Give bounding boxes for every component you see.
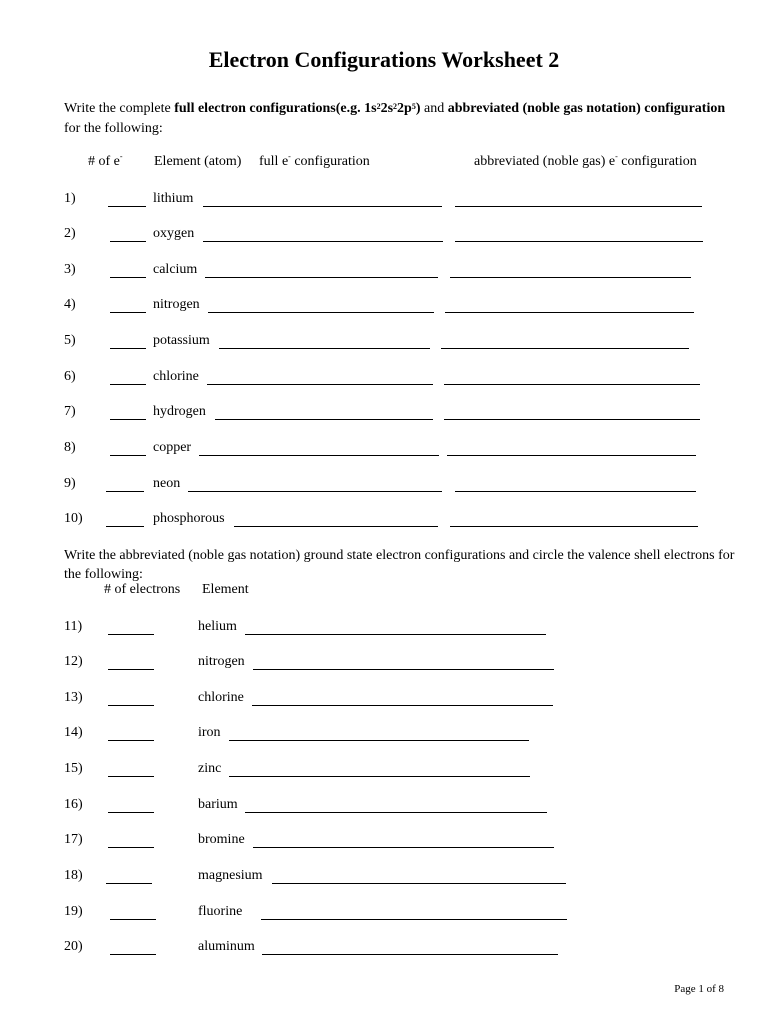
abbreviated-configuration-blank[interactable] — [229, 740, 529, 741]
abbreviated-configuration-blank[interactable] — [444, 384, 700, 385]
element-name: neon — [153, 476, 181, 491]
full-configuration-blank[interactable] — [219, 348, 430, 349]
question-number: 17) — [64, 832, 83, 847]
header-number-of-electrons-2: # of electrons — [104, 582, 181, 597]
element-name: helium — [198, 619, 237, 634]
electron-count-blank[interactable] — [110, 384, 146, 385]
electron-count-blank[interactable] — [110, 277, 146, 278]
abbreviated-configuration-blank[interactable] — [245, 812, 547, 813]
header-full-configuration: full e- configuration — [259, 152, 370, 169]
header-number-of-electrons: # of e- — [88, 152, 123, 169]
element-name: calcium — [153, 262, 198, 277]
abbreviated-configuration-blank[interactable] — [447, 455, 696, 456]
electron-count-blank[interactable] — [108, 669, 154, 670]
question-number: 5) — [64, 333, 76, 348]
abbreviated-configuration-blank[interactable] — [450, 526, 698, 527]
element-name: aluminum — [198, 939, 255, 954]
full-configuration-blank[interactable] — [199, 455, 439, 456]
electron-count-blank[interactable] — [110, 919, 156, 920]
page-number: Page 1 of 8 — [674, 983, 724, 995]
abbreviated-configuration-blank[interactable] — [272, 883, 566, 884]
question-number: 9) — [64, 476, 76, 491]
question-number: 14) — [64, 725, 83, 740]
abbreviated-configuration-blank[interactable] — [455, 491, 696, 492]
element-name: copper — [153, 440, 192, 455]
electron-count-blank[interactable] — [106, 491, 144, 492]
abbreviated-configuration-blank[interactable] — [253, 669, 554, 670]
question-number: 18) — [64, 868, 83, 883]
electron-count-blank[interactable] — [110, 455, 146, 456]
element-name: hydrogen — [153, 404, 206, 419]
question-number: 12) — [64, 654, 83, 669]
element-name: chlorine — [198, 690, 244, 705]
abbreviated-configuration-blank[interactable] — [253, 847, 554, 848]
question-number: 4) — [64, 297, 76, 312]
electron-count-blank[interactable] — [110, 348, 146, 349]
electron-count-blank[interactable] — [106, 883, 152, 884]
electron-count-blank[interactable] — [108, 634, 154, 635]
question-number: 13) — [64, 690, 83, 705]
element-name: nitrogen — [153, 297, 200, 312]
question-number: 7) — [64, 404, 76, 419]
electron-count-blank[interactable] — [106, 526, 144, 527]
electron-count-blank[interactable] — [108, 740, 154, 741]
question-number: 20) — [64, 939, 83, 954]
abbreviated-configuration-blank[interactable] — [252, 705, 553, 706]
element-name: nitrogen — [198, 654, 245, 669]
instructions-part-2: Write the abbreviated (noble gas notation) ground state electron configurations and circle the valence shell electrons for the following: — [64, 548, 735, 582]
abbreviated-configuration-blank[interactable] — [445, 312, 694, 313]
abbreviated-configuration-blank[interactable] — [441, 348, 689, 349]
header-abbreviated-configuration: abbreviated (noble gas) e- configuration — [474, 152, 697, 169]
element-name: phosphorous — [153, 511, 225, 526]
full-configuration-blank[interactable] — [215, 419, 433, 420]
header-element-2: Element — [202, 582, 249, 597]
element-name: barium — [198, 797, 238, 812]
element-name: bromine — [198, 832, 245, 847]
worksheet-title: Electron Configurations Worksheet 2 — [208, 47, 560, 72]
abbreviated-configuration-blank[interactable] — [455, 241, 703, 242]
full-configuration-blank[interactable] — [208, 312, 434, 313]
question-number: 8) — [64, 440, 76, 455]
abbreviated-configuration-blank[interactable] — [229, 776, 530, 777]
full-configuration-blank[interactable] — [203, 241, 443, 242]
question-number: 15) — [64, 761, 83, 776]
abbreviated-configuration-blank[interactable] — [450, 277, 691, 278]
element-name: zinc — [198, 761, 222, 776]
electron-count-blank[interactable] — [108, 705, 154, 706]
abbreviated-configuration-blank[interactable] — [261, 919, 567, 920]
electron-count-blank[interactable] — [108, 812, 154, 813]
full-configuration-blank[interactable] — [207, 384, 433, 385]
question-number: 6) — [64, 369, 76, 384]
element-name: fluorine — [198, 904, 243, 919]
element-name: chlorine — [153, 369, 199, 384]
question-number: 1) — [64, 191, 76, 206]
electron-count-blank[interactable] — [110, 954, 156, 955]
electron-count-blank[interactable] — [108, 776, 154, 777]
full-configuration-blank[interactable] — [234, 526, 438, 527]
element-name: oxygen — [153, 226, 195, 241]
abbreviated-configuration-blank[interactable] — [444, 419, 700, 420]
full-configuration-blank[interactable] — [203, 206, 442, 207]
question-number: 11) — [64, 619, 83, 634]
electron-count-blank[interactable] — [110, 241, 146, 242]
electron-count-blank[interactable] — [108, 847, 154, 848]
abbreviated-configuration-blank[interactable] — [245, 634, 546, 635]
header-element: Element (atom) — [154, 154, 242, 169]
abbreviated-configuration-blank[interactable] — [262, 954, 558, 955]
question-number: 19) — [64, 904, 83, 919]
full-configuration-blank[interactable] — [188, 491, 442, 492]
electron-count-blank[interactable] — [108, 206, 146, 207]
full-configuration-blank[interactable] — [205, 277, 438, 278]
element-name: potassium — [153, 333, 210, 348]
instructions-part-1: Write the complete full electron configurations(e.g. $1s^22s^22p^5$) and abbreviated (noble gas notation) configuration for the following: — [64, 101, 726, 136]
electron-count-blank[interactable] — [110, 312, 146, 313]
question-number: 2) — [64, 226, 76, 241]
question-number: 10) — [64, 511, 83, 526]
abbreviated-configuration-blank[interactable] — [455, 206, 702, 207]
question-number: 16) — [64, 797, 83, 812]
element-name: lithium — [153, 191, 194, 206]
element-name: iron — [198, 725, 221, 740]
electron-count-blank[interactable] — [110, 419, 146, 420]
question-number: 3) — [64, 262, 76, 277]
element-name: magnesium — [198, 868, 263, 883]
